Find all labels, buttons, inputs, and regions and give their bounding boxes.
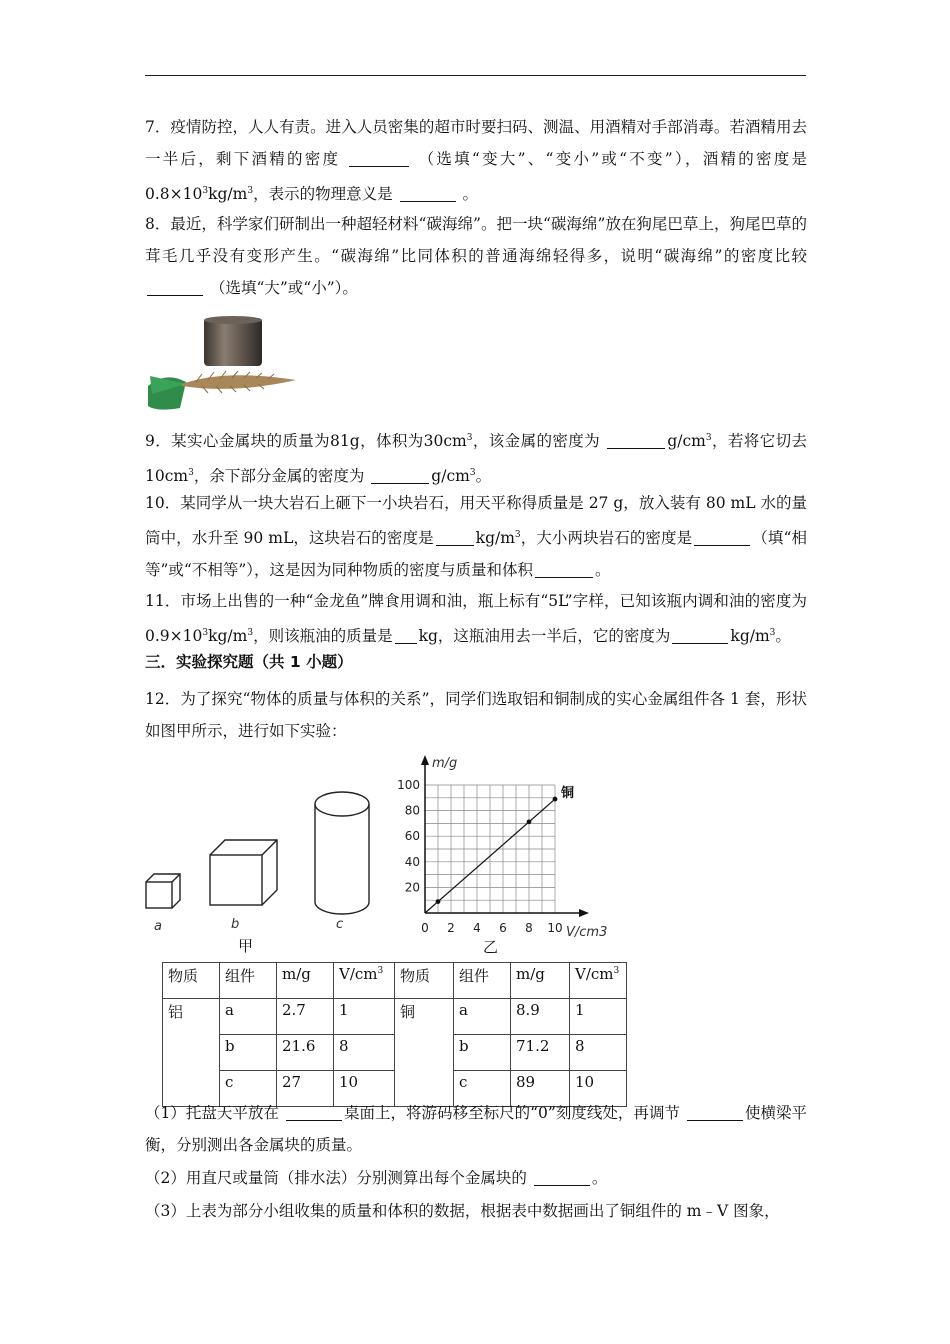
figure-yi-mv-chart xyxy=(390,750,620,955)
table-cell: 21.6 xyxy=(277,1035,334,1071)
table-cell: c xyxy=(454,1071,511,1107)
y-tick-label: 60 xyxy=(404,829,420,844)
answer-blank[interactable] xyxy=(400,183,456,202)
data-point xyxy=(553,797,558,802)
table-cell: c xyxy=(220,1071,277,1107)
table-header: m/g xyxy=(277,963,334,999)
table-cell: 27 xyxy=(277,1071,334,1107)
answer-blank[interactable] xyxy=(687,1102,743,1121)
answer-blank[interactable] xyxy=(371,465,429,484)
answer-blank[interactable] xyxy=(147,277,203,296)
section-heading: 三．实验探究题（共 1 小题） xyxy=(145,653,353,671)
chart-ticks xyxy=(397,778,563,935)
answer-blank[interactable] xyxy=(535,559,593,578)
x-tick-label: 2 xyxy=(447,921,455,935)
y-tick-label: 40 xyxy=(404,854,420,869)
table-cell: a xyxy=(220,999,277,1035)
table-cell: a xyxy=(454,999,511,1035)
table-cell: 8 xyxy=(334,1035,395,1071)
answer-blank[interactable] xyxy=(349,148,409,167)
y-axis-arrow xyxy=(421,755,429,765)
figure-jia-components xyxy=(140,780,400,955)
label-a: a xyxy=(154,919,162,934)
y-tick-label: 100 xyxy=(397,778,420,792)
question-10: 10．某同学从一块大岩石上砸下一小块岩石，用天平称得质量是 27 g，放入装有 80 mL 水的量筒中，水升至 90 mL，这块岩石的密度是 $kg/m^3$，大小两块岩石的密度是 （填“相等”或“不相等”），这是因为同种物质的密度与质量和体积 。 xyxy=(145,494,807,580)
table-row xyxy=(163,999,627,1035)
data-table xyxy=(162,962,627,1107)
answer-blank[interactable] xyxy=(694,527,750,546)
x-axis-arrow xyxy=(579,909,589,917)
caption-yi: 乙 xyxy=(483,938,499,955)
x-axis-label: V/cm3 xyxy=(566,925,608,940)
question-12: 12．为了探究“物体的质量与体积的关系”，同学们选取铝和铜制成的实心金属组件各 1 套，形状如图甲所示，进行如下实验： xyxy=(145,690,807,740)
answer-blank[interactable] xyxy=(672,625,728,644)
label-c: c xyxy=(336,917,344,932)
answer-blank[interactable] xyxy=(534,1167,590,1186)
question-7: 7．疫情防控，人人有责。进入人员密集的超市时要扫码、测温、用酒精对手部消毒。若酒精用去一半后，剩下酒精的密度 （选填“变大”、“变小”或“不变”），酒精的密度是$0.8\times 10^3kg/m^3$，表示的物理意义是 。 xyxy=(145,118,807,204)
answer-blank[interactable] xyxy=(395,625,417,644)
table-header: 物质 xyxy=(163,963,220,999)
table-cell: 10 xyxy=(334,1071,395,1107)
x-tick-label: 10 xyxy=(547,921,563,935)
question-12-part-2: （2）用直尺或量筒（排水法）分别测算出每个金属块的 。 xyxy=(145,1169,608,1187)
question-12-part-3: （3）上表为部分小组收集的质量和体积的数据，根据表中数据画出了铜组件的 m﹣V 图象， xyxy=(145,1202,780,1220)
table-header: 组件 xyxy=(454,963,511,999)
question-12-part-1: （1）托盘天平放在 桌面上，将游码移至标尺的“0”刻度线处，再调节 使横梁平衡，分别测出各金属块的质量。 xyxy=(145,1104,807,1154)
table-cell-material: 铜 xyxy=(395,999,454,1107)
answer-blank[interactable] xyxy=(436,527,474,546)
series-label: 铜 xyxy=(561,786,575,802)
question-9: 9．某实心金属块的质量为81g，体积为$30cm^3$，该金属的密度为 $g/cm^3$，若将它切去$10cm^3$，余下部分金属的密度为 $g/cm^3$。 xyxy=(145,432,807,486)
table-cell: b xyxy=(220,1035,277,1071)
table-cell: b xyxy=(454,1035,511,1071)
table-cell-material: 铝 xyxy=(163,999,220,1107)
x-tick-label: 8 xyxy=(525,921,533,935)
table-cell: 1 xyxy=(334,999,395,1035)
question-8: 8．最近，科学家们研制出一种超轻材料“碳海绵”。把一块“碳海绵”放在狗尾巴草上，狗尾巴草的茸毛几乎没有变形产生。“碳海绵”比同体积的普通海绵轻得多，说明“碳海绵”的密度比较 （选填“大”或“小”）。 xyxy=(145,215,807,297)
chart-grid xyxy=(425,785,555,913)
x-tick-label: 0 xyxy=(421,921,429,935)
y-axis-label: m/g xyxy=(432,756,458,771)
y-tick-label: 20 xyxy=(404,880,420,895)
answer-blank[interactable] xyxy=(607,430,665,449)
table-cell: 8 xyxy=(570,1035,627,1071)
table-header: m/g xyxy=(511,963,570,999)
x-tick-label: 4 xyxy=(473,921,481,935)
label-b: b xyxy=(231,917,240,932)
y-tick-label: 80 xyxy=(404,803,420,818)
table-cell: 89 xyxy=(511,1071,570,1107)
data-point xyxy=(436,899,441,904)
table-header: 物质 xyxy=(395,963,454,999)
table-cell: 1 xyxy=(570,999,627,1035)
table-cell: 10 xyxy=(570,1071,627,1107)
table-header: 组件 xyxy=(220,963,277,999)
answer-blank[interactable] xyxy=(286,1102,342,1121)
header-rule xyxy=(145,75,806,76)
table-header: $V/cm^3$ xyxy=(334,963,395,999)
x-tick-label: 6 xyxy=(499,921,507,935)
table-cell: 2.7 xyxy=(277,999,334,1035)
table-header-row xyxy=(163,963,627,999)
caption-jia: 甲 xyxy=(238,937,254,955)
table-cell: 71.2 xyxy=(511,1035,570,1071)
table-cell: 8.9 xyxy=(511,999,570,1035)
data-point xyxy=(527,819,532,824)
carbon-sponge-photo xyxy=(146,316,301,413)
question-11: 11．市场上出售的一种“金龙鱼”牌食用调和油，瓶上标有“5L”字样，已知该瓶内调和油的密度为 $0.9\times 10^3kg/m^3$，则该瓶油的质量是 kg，这瓶油用去一半后，它的密度为 $kg/m^3$。 xyxy=(145,592,807,646)
table-header: $V/cm^3$ xyxy=(570,963,627,999)
